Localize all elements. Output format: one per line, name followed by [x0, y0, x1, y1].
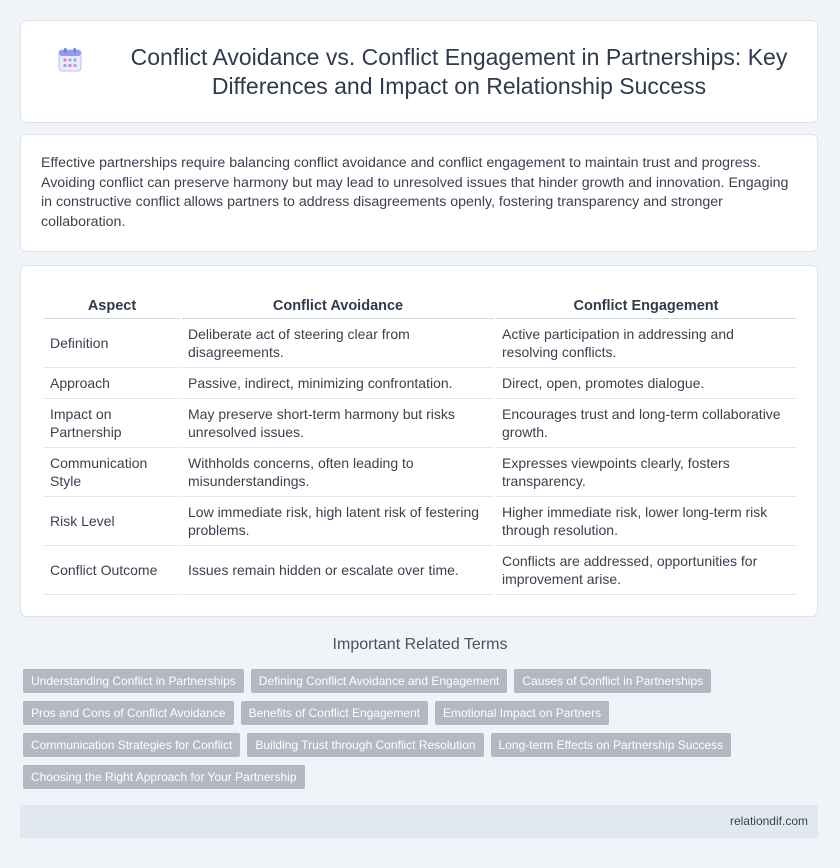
header-aspect: Aspect	[44, 294, 180, 319]
engagement-cell: Expresses viewpoints clearly, fosters transparency.	[496, 448, 796, 497]
intro-paragraph: Effective partnerships require balancing conflict avoidance and conflict engagement to maintain trust and progress. Avoiding conflict can preserve harmony but may lead to unresolved issues that hinder growth and innovation. Engaging in constructive conflict allows partners to address disagreements openly, fostering transparency and stronger collaboration.	[41, 155, 789, 230]
related-term-tag[interactable]: Building Trust through Conflict Resolution	[247, 733, 483, 757]
related-term-tag[interactable]: Choosing the Right Approach for Your Partnership	[23, 765, 305, 789]
aspect-cell: Communication Style	[44, 448, 180, 497]
tag-row	[23, 733, 823, 757]
related-terms-title: Important Related Terms	[332, 636, 508, 653]
related-term-tag[interactable]: Communication Strategies for Conflict	[23, 733, 240, 757]
related-term-tag[interactable]: Understanding Conflict in Partnerships	[23, 669, 244, 693]
related-term-tag[interactable]: Defining Conflict Avoidance and Engagement	[251, 669, 508, 693]
comparison-table	[42, 294, 798, 595]
table-row	[44, 399, 796, 448]
engagement-cell: Higher immediate risk, lower long-term risk through resolution.	[496, 497, 796, 546]
table-header-row	[44, 294, 796, 319]
title-card	[20, 20, 818, 123]
comparison-card	[20, 265, 818, 617]
related-term-tag[interactable]: Pros and Cons of Conflict Avoidance	[23, 701, 234, 725]
engagement-cell: Direct, open, promotes dialogue.	[496, 368, 796, 399]
page-title: Conflict Avoidance vs. Conflict Engagement in Partnerships: Key Differences and Impact on Relationship Success	[130, 44, 788, 99]
avoidance-cell: Deliberate act of steering clear from disagreements.	[182, 319, 494, 368]
engagement-cell: Conflicts are addressed, opportunities for improvement arise.	[496, 546, 796, 595]
header-conflict-engagement: Conflict Engagement	[496, 294, 796, 319]
table-row	[44, 546, 796, 595]
footer-site-link[interactable]: relationdif.com	[729, 814, 808, 828]
aspect-cell: Definition	[44, 319, 180, 368]
related-term-tag[interactable]: Causes of Conflict in Partnerships	[514, 669, 711, 693]
tag-row	[23, 701, 823, 725]
engagement-cell: Active participation in addressing and resolving conflicts.	[496, 319, 796, 368]
table-row	[44, 368, 796, 399]
table-row	[44, 448, 796, 497]
related-terms-tags	[23, 669, 823, 797]
aspect-cell: Conflict Outcome	[44, 546, 180, 595]
avoidance-cell: Low immediate risk, high latent risk of festering problems.	[182, 497, 494, 546]
engagement-cell: Encourages trust and long-term collaborative growth.	[496, 399, 796, 448]
avoidance-cell: Withholds concerns, often leading to misunderstandings.	[182, 448, 494, 497]
aspect-cell: Approach	[44, 368, 180, 399]
header-conflict-avoidance: Conflict Avoidance	[182, 294, 494, 319]
avoidance-cell: May preserve short-term harmony but risks unresolved issues.	[182, 399, 494, 448]
related-term-tag[interactable]: Long-term Effects on Partnership Success	[491, 733, 732, 757]
tag-row	[23, 765, 823, 789]
aspect-cell: Risk Level	[44, 497, 180, 546]
tag-row	[23, 669, 823, 693]
related-term-tag[interactable]: Emotional Impact on Partners	[435, 701, 609, 725]
table-row	[44, 497, 796, 546]
footer	[20, 805, 818, 838]
table-row	[44, 319, 796, 368]
calendar-icon	[57, 47, 83, 73]
intro-card	[20, 134, 818, 252]
avoidance-cell: Issues remain hidden or escalate over time.	[182, 546, 494, 595]
avoidance-cell: Passive, indirect, minimizing confrontation.	[182, 368, 494, 399]
aspect-cell: Impact on Partnership	[44, 399, 180, 448]
related-term-tag[interactable]: Benefits of Conflict Engagement	[241, 701, 428, 725]
